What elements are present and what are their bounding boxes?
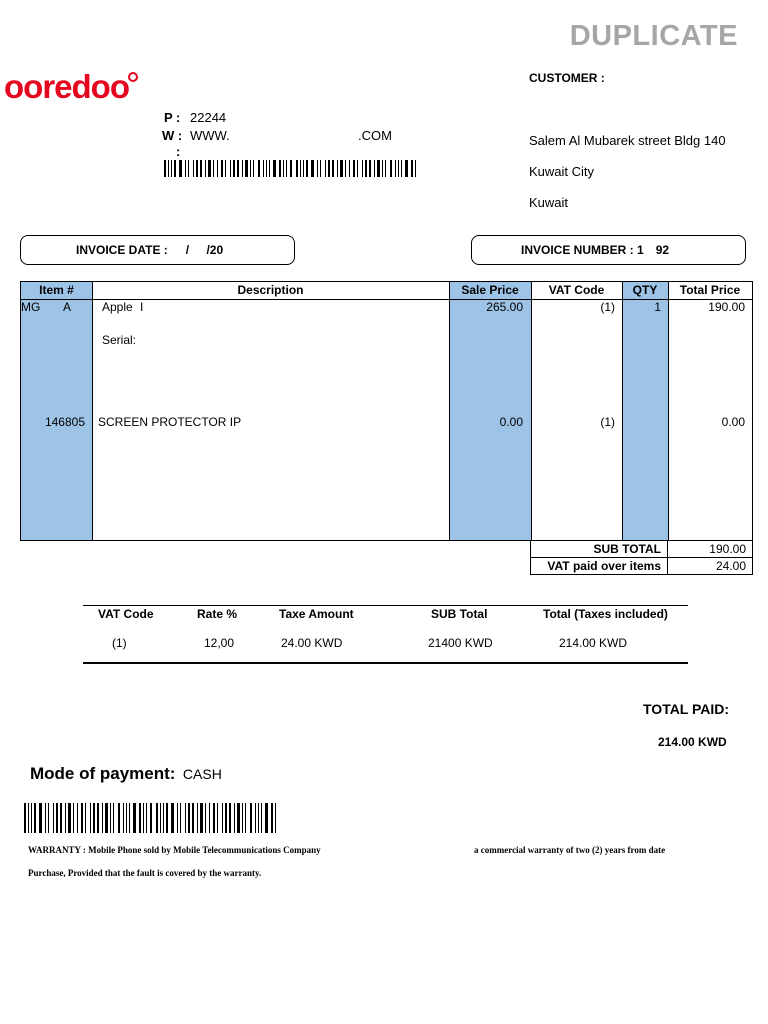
header-total-price: Total Price: [679, 283, 741, 297]
warranty-line2: Purchase, Provided that the fault is covered by the warranty.: [28, 868, 262, 878]
barcode-bar: [225, 803, 227, 833]
vat-header-total: Total (Taxes included): [543, 607, 668, 621]
row1-serial: Serial:: [102, 333, 137, 347]
subtotal-label: SUB TOTAL: [531, 541, 668, 558]
vat-summary-bottom-rule: [83, 662, 688, 664]
barcode-bar: [179, 160, 182, 177]
vat-row: [531, 558, 753, 575]
phone-label: P :: [164, 110, 181, 125]
logo-dot-icon: [128, 72, 138, 82]
barcode-bar: [56, 803, 58, 833]
barcode-bar: [328, 160, 330, 177]
row2-item: 146805: [44, 415, 85, 429]
barcode-bar: [200, 160, 202, 177]
barcode-bar: [174, 160, 176, 177]
barcode-bar: [279, 160, 281, 177]
barcode-bar: [320, 160, 321, 177]
barcode-bar: [163, 803, 164, 833]
barcode-bar: [24, 803, 26, 833]
barcode-bar: [258, 160, 260, 177]
barcode-bar: [185, 803, 186, 833]
totals-table: [530, 540, 753, 575]
barcode-bar: [325, 160, 326, 177]
barcode-bar: [143, 803, 144, 833]
barcode-bar: [271, 803, 273, 833]
barcode-bar: [118, 803, 120, 833]
barcode-bar: [90, 803, 91, 833]
customer-address-line1: Salem Al Mubarek street Bldg 140: [529, 133, 726, 148]
header-description: Description: [237, 283, 304, 297]
barcode-bar: [266, 160, 267, 177]
barcode-bar: [245, 160, 248, 177]
vat-label: VAT paid over items: [531, 558, 668, 575]
row1-item: MG A: [21, 300, 72, 314]
col-item-bg: [21, 282, 92, 540]
barcode-bar: [129, 803, 130, 833]
barcode-bar: [317, 160, 318, 177]
barcode-bar: [110, 803, 111, 833]
barcode-bar: [250, 160, 251, 177]
barcode-bar: [180, 803, 181, 833]
total-paid-label: TOTAL PAID:: [643, 701, 730, 717]
row2-sale-price: 0.00: [499, 415, 523, 429]
phone-value: 22244: [190, 110, 227, 125]
barcode-bar: [353, 160, 355, 177]
barcode-bar: [303, 160, 304, 177]
barcode-bar: [229, 803, 231, 833]
barcode-bottom: [24, 803, 282, 833]
divider: [531, 282, 532, 540]
vat-header-amount: Taxe Amount: [279, 607, 354, 621]
barcode-bar: [255, 803, 256, 833]
barcode-bar: [28, 803, 29, 833]
divider: [449, 282, 450, 540]
barcode-bar: [306, 160, 308, 177]
barcode-bar: [263, 160, 264, 177]
barcode-bar: [415, 160, 416, 177]
vat-row-rate: 12,00: [204, 636, 235, 650]
barcode-bar: [377, 160, 380, 177]
vat-header-rate: Rate %: [197, 607, 238, 621]
barcode-bar: [166, 803, 168, 833]
barcode-bar: [265, 803, 268, 833]
web-prefix: WWW.: [190, 128, 230, 143]
payment-mode: [30, 764, 222, 784]
customer-label: CUSTOMER :: [529, 71, 605, 85]
barcode-bar: [156, 803, 158, 833]
barcode-bar: [60, 803, 62, 833]
barcode-bar: [68, 803, 71, 833]
barcode-bar: [93, 803, 95, 833]
barcode-bar: [245, 803, 246, 833]
barcode-bar: [242, 160, 243, 177]
header-item: Item #: [39, 283, 74, 297]
barcode-bar: [168, 160, 169, 177]
barcode-bar: [133, 803, 136, 833]
barcode-bar: [192, 803, 194, 833]
barcode-bar: [258, 803, 259, 833]
barcode-bar: [296, 160, 298, 177]
barcode-bar: [253, 160, 254, 177]
invoice-number-box: [471, 235, 746, 265]
barcode-bar: [390, 160, 392, 177]
divider: [668, 282, 669, 540]
barcode-bar: [34, 803, 36, 833]
barcode-bar: [150, 803, 152, 833]
vat-row-code: (1): [112, 636, 127, 650]
barcode-bar: [385, 160, 386, 177]
vat-header-code: VAT Code: [98, 607, 154, 621]
barcode-bar: [405, 160, 408, 177]
barcode-bar: [171, 160, 172, 177]
web-label: W :: [162, 128, 183, 143]
barcode-bar: [242, 803, 243, 833]
warranty-line1-right: a commercial warranty of two (2) years from date: [474, 845, 666, 855]
barcode-top: [164, 160, 422, 177]
barcode-bar: [398, 160, 399, 177]
barcode-bar: [123, 803, 124, 833]
barcode-bar: [221, 160, 223, 177]
barcode-bar: [222, 803, 223, 833]
barcode-bar: [230, 160, 231, 177]
barcode-bar: [300, 160, 301, 177]
barcode-bar: [196, 160, 198, 177]
barcode-bar: [105, 803, 108, 833]
barcode-bar: [139, 803, 141, 833]
barcode-bar: [200, 803, 203, 833]
barcode-bar: [177, 803, 178, 833]
barcode-bar: [261, 803, 262, 833]
row1-vat-code: (1): [600, 300, 615, 314]
barcode-bar: [369, 160, 371, 177]
barcode-bar: [126, 803, 127, 833]
barcode-bar: [208, 160, 211, 177]
barcode-bar: [357, 160, 358, 177]
barcode-bar: [213, 803, 215, 833]
divider: [92, 282, 93, 540]
vat-row-subtotal: 21400 KWD: [428, 636, 493, 650]
barcode-bar: [332, 160, 334, 177]
divider: [622, 282, 623, 540]
barcode-bar: [171, 803, 174, 833]
customer-address-line3: Kuwait: [529, 195, 569, 210]
barcode-bar: [237, 803, 240, 833]
subtotal-row: [531, 541, 753, 558]
vat-summary-top-rule: [83, 605, 688, 606]
row2-total: 0.00: [721, 415, 745, 429]
barcode-bar: [213, 160, 214, 177]
invoice-date-label: INVOICE DATE :: [76, 243, 168, 257]
barcode-bar: [217, 803, 218, 833]
barcode-bar: [340, 160, 343, 177]
barcode-bar: [45, 803, 46, 833]
row2-description: SCREEN PROTECTOR IP: [98, 415, 242, 429]
vat-header-subtotal: SUB Total: [431, 607, 488, 621]
row1-qty: 1: [654, 300, 661, 314]
col-qty-bg: [622, 282, 668, 540]
customer-address-line2: Kuwait City: [529, 164, 595, 179]
barcode-bar: [97, 803, 99, 833]
barcode-bar: [286, 160, 287, 177]
row1-description: Apple I: [102, 300, 144, 314]
barcode-bar: [160, 803, 161, 833]
invoice-date-value: / /20: [185, 243, 224, 257]
header-sale-price: Sale Price: [461, 283, 519, 297]
barcode-bar: [362, 160, 363, 177]
barcode-bar: [73, 803, 74, 833]
barcode-bar: [205, 803, 206, 833]
barcode-bar: [233, 160, 235, 177]
duplicate-watermark: DUPLICATE: [569, 20, 738, 52]
barcode-bar: [188, 160, 189, 177]
col-saleprice-bg: [449, 282, 531, 540]
barcode-bar: [102, 803, 103, 833]
barcode-bar: [234, 803, 235, 833]
barcode-bar: [273, 160, 276, 177]
barcode-bar: [48, 803, 49, 833]
ooredoo-logo: [4, 68, 129, 106]
row1-total: 190.00: [708, 300, 745, 314]
web-suffix: .COM: [358, 128, 392, 143]
barcode-bar: [65, 803, 66, 833]
barcode-bar: [237, 160, 239, 177]
warranty-line1-left: WARRANTY : Mobile Phone sold by Mobile Telecommunications Company: [28, 845, 321, 855]
barcode-bar: [81, 803, 83, 833]
barcode-bar: [53, 803, 54, 833]
vat-row-amount: 24.00 KWD: [281, 636, 343, 650]
logo-text: ooredoo: [4, 68, 129, 105]
barcode-bar: [311, 160, 314, 177]
barcode-bar: [77, 803, 78, 833]
subtotal-value: 190.00: [668, 541, 753, 558]
payment-mode-label: Mode of payment:: [30, 764, 176, 783]
barcode-bar: [349, 160, 350, 177]
barcode-bar: [250, 803, 252, 833]
barcode-bar: [382, 160, 383, 177]
vat-value: 24.00: [668, 558, 753, 575]
barcode-bar: [401, 160, 402, 177]
barcode-bar: [337, 160, 338, 177]
barcode-bar: [209, 803, 210, 833]
vat-row-total: 214.00 KWD: [559, 636, 628, 650]
barcode-bar: [225, 160, 226, 177]
barcode-bar: [290, 160, 292, 177]
barcode-bar: [185, 160, 186, 177]
header-vat-code: VAT Code: [548, 283, 605, 297]
barcode-bar: [146, 803, 147, 833]
barcode-bar: [197, 803, 198, 833]
barcode-bar: [188, 803, 190, 833]
barcode-bar: [411, 160, 413, 177]
header-qty: QTY: [632, 283, 658, 297]
invoice-number-label: INVOICE NUMBER : 1: [521, 243, 644, 257]
items-table: [20, 281, 753, 541]
colon-mark: :: [176, 144, 181, 159]
barcode-bar: [193, 160, 194, 177]
barcode-bar: [269, 160, 270, 177]
barcode-bar: [113, 803, 114, 833]
payment-mode-value: CASH: [182, 766, 222, 782]
barcode-bar: [164, 160, 166, 177]
barcode-bar: [205, 160, 206, 177]
barcode-bar: [39, 803, 42, 833]
barcode-bar: [345, 160, 346, 177]
row1-sale-price: 265.00: [486, 300, 523, 314]
row2-vat-code: (1): [600, 415, 615, 429]
barcode-bar: [85, 803, 86, 833]
invoice-number-value: 92: [655, 243, 670, 257]
barcode-bar: [395, 160, 396, 177]
invoice-date-box: [20, 235, 295, 265]
barcode-bar: [275, 803, 276, 833]
barcode-bar: [365, 160, 367, 177]
barcode-bar: [217, 160, 218, 177]
barcode-bar: [31, 803, 32, 833]
barcode-bar: [283, 160, 284, 177]
barcode-bar: [374, 160, 375, 177]
total-paid-value: 214.00 KWD: [658, 735, 727, 749]
